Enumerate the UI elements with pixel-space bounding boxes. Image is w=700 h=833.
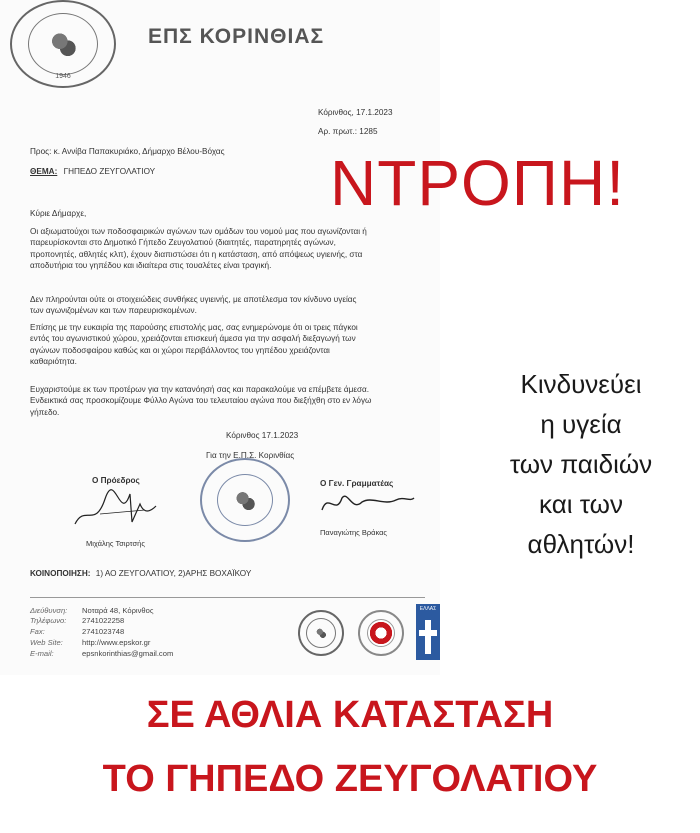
- cc-label: ΚΟΙΝΟΠΟΙΗΣΗ:: [30, 569, 91, 578]
- salutation: Κύριε Δήμαρχε,: [30, 209, 87, 218]
- warning-line: Κινδυνεύει: [520, 369, 642, 399]
- organization-name: ΕΠΣ ΚΟΡΙΝΘΙΑΣ: [148, 25, 325, 48]
- text-line: γήπεδο.: [30, 407, 60, 417]
- paragraph-4: [30, 384, 371, 418]
- text-line: Δεν πληρούνται ούτε οι στοιχειώδεις συνθήκες υγιεινής, με αποτέλεσμα τον κίνδυνο υγείας: [30, 295, 357, 304]
- address-value: Νοταρά 48, Κόρινθος: [82, 606, 154, 615]
- text-line: αγώνων ποδοσφαίρου καθώς και οι χώροι περιβάλλοντος του γηπέδου χρειάζονται: [30, 345, 330, 355]
- warning-line: αθλητών!: [527, 529, 635, 559]
- health-warning-text: [462, 364, 700, 564]
- secretary-signature: [318, 486, 418, 522]
- recipient-line: Προς: κ. Αννίβα Παπακυριάκο, Δήμαρχο Βέλου-Βόχας: [30, 147, 225, 156]
- text-line: Ενδεικτικά σας προσκομίζουμε Φύλλο Αγώνα του τελευταίου αγώνα που διεξήχθη στο εν λόγω: [30, 396, 372, 406]
- greek-flag-logo: [416, 604, 440, 660]
- seal-year: 1946: [55, 73, 71, 80]
- address-label: Διεύθυνση:: [30, 606, 68, 615]
- official-stamp: [200, 458, 290, 542]
- text-line: των αγωνιζομένων και των παρευρισκομένων.: [30, 306, 197, 316]
- signature-on-behalf: Για την Ε.Π.Σ. Κορινθίας: [206, 451, 295, 460]
- subject-label: ΘΕΜΑ:: [30, 167, 58, 176]
- text-line: αποδυτήρια του γηπέδου και ιδιαίτερα στις τουαλέτες είναι τραγική.: [30, 260, 272, 270]
- secretary-title: Ο Γεν. Γραμματέας: [320, 479, 394, 488]
- footer-divider: [30, 597, 425, 598]
- website-value: http://www.epskor.gr: [82, 638, 151, 647]
- association-seal: [10, 0, 116, 88]
- paragraph-3: [30, 322, 358, 367]
- main-headline-line-1: ΣΕ ΑΘΛΙΑ ΚΑΤΑΣΤΑΣΗ: [146, 694, 554, 736]
- president-signature: [70, 484, 160, 534]
- text-line: καθαριότητα.: [30, 356, 77, 366]
- shame-headline: ΝΤΡΟΠΗ!: [330, 147, 625, 219]
- subject-text: ΓΗΠΕΔΟ ΖΕΥΓΟΛΑΤΙΟΥ: [63, 167, 156, 176]
- text-line: εντός του αγωνιστικού χώρου, χρειάζονται επισκευή άμεσα για την ασφαλή διεξαγωγή των: [30, 334, 356, 344]
- cc-line: [30, 568, 251, 580]
- paragraph-1: [30, 226, 367, 271]
- phone-label: Τηλέφωνο:: [30, 616, 67, 625]
- text-line: Οι αξιωματούχοι των ποδοσφαιρικών αγώνων των ομάδων του νομού μας που αγωνίζονται ή: [30, 227, 367, 236]
- protocol-number: Αρ. πρωτ.: 1285: [318, 127, 378, 136]
- cc-value: 1) ΑΟ ΖΕΥΓΟΛΑΤΙΟΥ, 2)ΑΡΗΣ ΒΟΧΑΪΚΟΥ: [95, 569, 252, 578]
- warning-line: η υγεία: [540, 409, 622, 439]
- website-label: Web Site:: [30, 638, 63, 647]
- fax-value: 2741023748: [82, 627, 125, 636]
- paragraph-2: [30, 294, 356, 317]
- warning-line: και των: [539, 489, 623, 519]
- association-logo-small: [298, 610, 344, 656]
- text-line: Επίσης με την ευκαιρία της παρούσης επιστολής μας, σας ενημερώνομε ότι οι τρεις πάγκοι: [30, 323, 358, 332]
- warning-line: των παιδιών: [509, 449, 653, 479]
- subject-line: [30, 166, 155, 178]
- fax-label: Fax:: [30, 627, 45, 636]
- signature-date: Κόρινθος 17.1.2023: [226, 431, 299, 440]
- letter-date: Κόρινθος, 17.1.2023: [318, 108, 393, 117]
- text-line: προπονητές, αθλητές κλπ), έχουν διαπιστώσει ότι η κατάσταση, από απόψεως υγιεινής, στα: [30, 249, 363, 259]
- president-name: Μιχάλης Τσιρτσής: [86, 539, 145, 548]
- president-title: Ο Πρόεδρος: [92, 476, 140, 485]
- text-line: παρευρίσκονται στο Δημοτικό Γήπεδο Ζευγολατιού (διαιτητές, παρατηρητές αγώνων,: [30, 238, 336, 248]
- main-headline-line-2: ΤΟ ΓΗΠΕΔΟ ΖΕΥΓΟΛΑΤΙΟΥ: [102, 758, 598, 800]
- email-label: E-mail:: [30, 649, 54, 658]
- email-value: epsnkorinthias@gmail.com: [82, 649, 174, 658]
- phone-value: 2741022258: [82, 616, 125, 625]
- football-federation-logo: [358, 610, 404, 656]
- flag-badge-label: ΕΛΛΑΣ: [419, 606, 437, 612]
- text-line: Ευχαριστούμε εκ των προτέρων για την κατανόησή σας και παρακαλούμε να επέμβετε άμεσα.: [30, 385, 370, 394]
- secretary-name: Παναγιώτης Βράκας: [320, 528, 388, 537]
